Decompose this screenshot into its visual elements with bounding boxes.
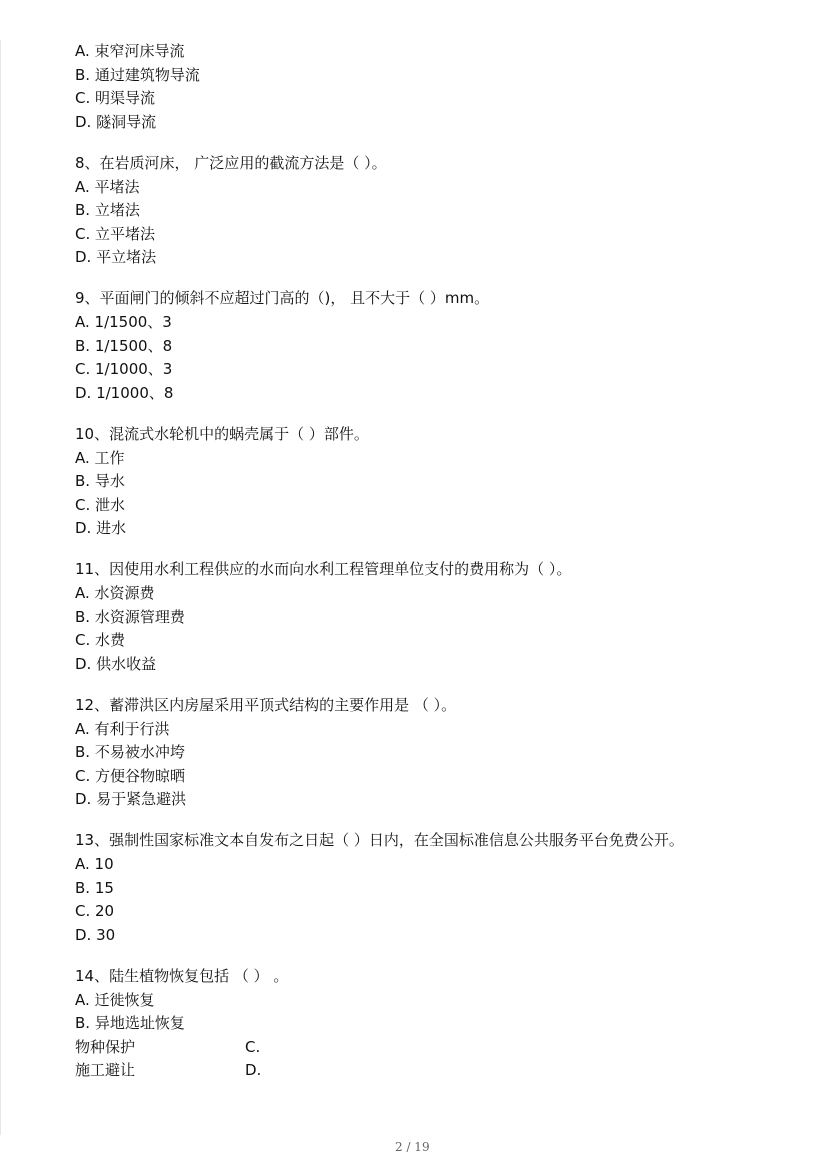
question-text: 9、平面闸门的倾斜不应超过门高的（)， 且不大于（ ）mm。 bbox=[75, 289, 490, 307]
option: D. 平立堵法 bbox=[75, 248, 157, 266]
option: B. 通过建筑物导流 bbox=[75, 65, 200, 84]
option: B. 不易被水冲垮 bbox=[75, 743, 185, 761]
option: B. 导水 bbox=[75, 472, 125, 490]
option: A. 束窄河床导流 bbox=[75, 42, 185, 60]
option: D. 30 bbox=[75, 925, 116, 944]
option: A. 工作 bbox=[75, 448, 125, 467]
option-split-row bbox=[75, 1059, 795, 1083]
option-left: 施工避让 bbox=[75, 1061, 136, 1079]
option: D. 易于紧急避洪 bbox=[75, 790, 187, 808]
question-text: 12、蓄滞洪区内房屋采用平顶式结构的主要作用是 （ ）。 bbox=[75, 695, 457, 714]
question-text: 8、在岩质河床， 广泛应用的截流方法是（ ）。 bbox=[75, 153, 387, 172]
option: D. 进水 bbox=[75, 519, 127, 537]
option: C. 明渠导流 bbox=[75, 89, 156, 107]
question-text: 11、因使用水利工程供应的水而向水利工程管理单位支付的费用称为（ ）。 bbox=[75, 560, 572, 578]
option: C. 方便谷物晾晒 bbox=[75, 766, 186, 785]
option-left: 物种保护 bbox=[75, 1037, 136, 1056]
option: A. 平堵法 bbox=[75, 177, 140, 196]
page-number: 2 / 19 bbox=[395, 1140, 430, 1154]
option: B. 立堵法 bbox=[75, 201, 140, 219]
question-text: 14、陆生植物恢复包括 （ ） 。 bbox=[75, 966, 289, 985]
option-right: C. bbox=[245, 1037, 261, 1056]
option: A. 10 bbox=[75, 855, 114, 873]
option: D. 供水收益 bbox=[75, 654, 157, 673]
option: A. 1/1500、3 bbox=[75, 313, 172, 331]
option-split-row bbox=[75, 1036, 795, 1060]
option: C. 20 bbox=[75, 902, 115, 920]
option: A. 水资源费 bbox=[75, 584, 155, 602]
option: C. 水费 bbox=[75, 631, 126, 649]
option: D. 1/1000、8 bbox=[75, 383, 174, 402]
option-right: D. bbox=[245, 1061, 262, 1079]
option: C. 立平堵法 bbox=[75, 224, 156, 243]
option: D. 隧洞导流 bbox=[75, 112, 157, 131]
page-left-border bbox=[0, 40, 1, 1135]
option: B. 15 bbox=[75, 878, 114, 897]
option: A. 迁徙恢复 bbox=[75, 990, 155, 1009]
question-text: 13、强制性国家标准文本自发布之日起（ ）日内，在全国标准信息公共服务平台免费公开。 bbox=[75, 831, 684, 849]
option: B. 异地选址恢复 bbox=[75, 1014, 185, 1032]
option: C. 泄水 bbox=[75, 495, 126, 514]
question-text: 10、混流式水轮机中的蜗壳属于（ ）部件。 bbox=[75, 424, 369, 443]
document-body bbox=[75, 40, 795, 1083]
option: C. 1/1000、3 bbox=[75, 360, 173, 378]
option: B. 1/1500、8 bbox=[75, 336, 173, 355]
option: B. 水资源管理费 bbox=[75, 607, 185, 626]
option: A. 有利于行洪 bbox=[75, 719, 170, 738]
